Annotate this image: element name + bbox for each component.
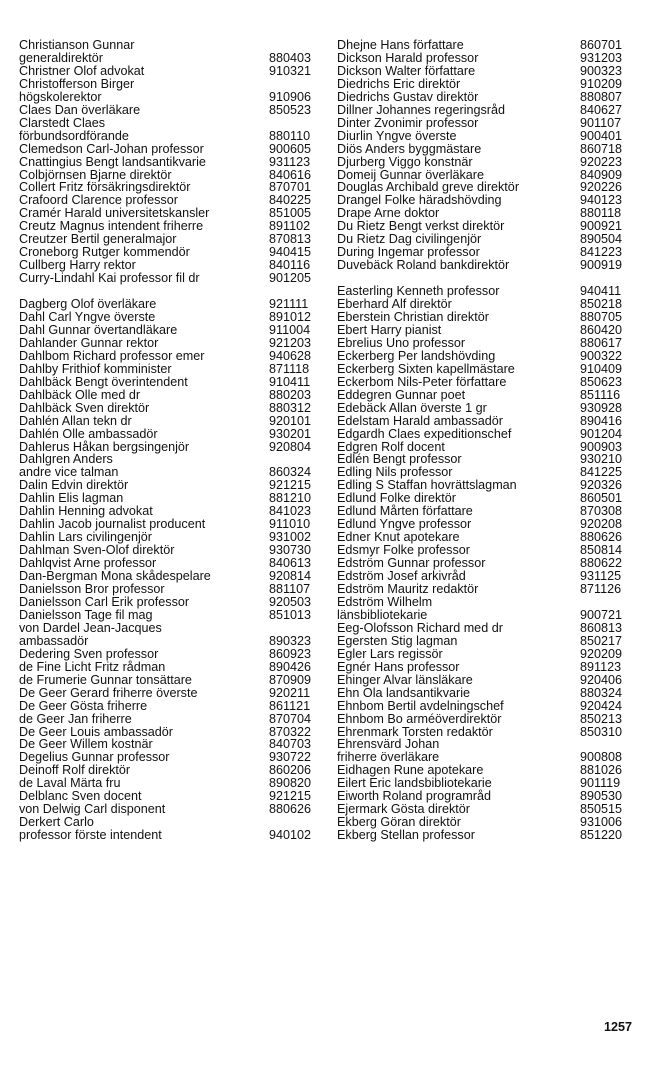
entry-name: Ejermark Gösta direktör [337, 802, 470, 817]
entry-name: Dahlqvist Arne professor [19, 556, 157, 571]
entry-name: Drangel Folke häradshövding [337, 193, 502, 208]
entry-name: Drape Arne doktor [337, 206, 440, 221]
entry-name: von Delwig Carl disponent [19, 802, 166, 817]
entry-name: Dahlén Olle ambassadör [19, 426, 158, 441]
entry-code: 860701 [580, 38, 623, 52]
entry-code: 891012 [269, 310, 312, 324]
entry-name: Claes Dan överläkare [19, 102, 141, 117]
entry-code: 880617 [580, 335, 623, 350]
index-entry [19, 324, 321, 337]
entry-name: Dhejne Hans författare [337, 38, 464, 52]
index-entry [337, 428, 642, 441]
entry-code: 901205 [269, 271, 312, 286]
entry-name: Ebert Harry pianist [337, 322, 442, 337]
entry-code: 840225 [269, 193, 312, 208]
entry-name: Christianson Gunnar generaldirektör [19, 38, 135, 65]
index-entry [337, 687, 642, 700]
index-entry [337, 324, 642, 337]
entry-code: 850217 [580, 633, 623, 648]
entry-code: 890323 [269, 633, 312, 648]
entry-name: Dahlin Elis lagman [19, 491, 124, 506]
index-entry [337, 661, 642, 674]
entry-code: 901119 [580, 776, 621, 791]
entry-name: Curry-Lindahl Kai professor fil dr [19, 271, 200, 286]
entry-name: de Geer Jan friherre [19, 711, 132, 726]
entry-name: Cnattingius Bengt landsantikvarie [19, 154, 206, 169]
entry-code: 870813 [269, 232, 312, 247]
entry-name: Edström Josef arkivråd [337, 569, 466, 584]
entry-code: 940628 [269, 348, 312, 363]
entry-code: 880312 [269, 400, 312, 415]
entry-name: Cramér Harald universitetskansler [19, 206, 210, 221]
entry-name: Edström Wilhelm länsbibliotekarie [337, 594, 433, 622]
entry-code: 840616 [269, 167, 312, 182]
entry-code: 860923 [269, 646, 312, 661]
index-entry [19, 687, 321, 700]
entry-code: 920101 [269, 413, 312, 428]
index-entry [337, 65, 642, 78]
entry-name: Creutzer Bertil generalmajor [19, 232, 177, 247]
index-entry [337, 648, 642, 661]
entry-code: 841223 [580, 245, 623, 260]
entry-name: Dickson Harald professor [337, 50, 479, 65]
entry-name: Eiworth Roland programråd [337, 789, 491, 804]
index-entry [337, 713, 642, 726]
entry-code: 930730 [269, 543, 312, 558]
entry-code: 880203 [269, 387, 312, 402]
entry-code: 840116 [269, 258, 311, 273]
entry-code: 861121 [269, 698, 311, 713]
entry-name: Degelius Gunnar professor [19, 750, 170, 765]
index-entry [337, 738, 642, 764]
entry-code: 850515 [580, 802, 623, 817]
entry-code: 860324 [269, 465, 312, 480]
entry-code: 890820 [269, 776, 312, 791]
entry-code: 920223 [580, 154, 623, 169]
entry-code: 910906 [269, 89, 312, 104]
entry-name: Ehinger Alvar länsläkare [337, 672, 473, 687]
entry-name: Easterling Kenneth professor [337, 284, 500, 299]
index-entry [19, 337, 321, 350]
entry-name: Edling Nils professor [337, 465, 453, 480]
entry-code: 900322 [580, 348, 623, 363]
entry-code: 920226 [580, 180, 623, 195]
entry-name: Eberhard Alf direktör [337, 297, 452, 312]
entry-name: Duvebäck Roland bankdirektör [337, 258, 510, 273]
entry-name: Eckerbom Nils-Peter författare [337, 374, 507, 389]
entry-name: Christner Olof advokat [19, 63, 145, 78]
index-entry [337, 829, 642, 842]
entry-code: 880403 [269, 50, 312, 65]
index-entry [337, 143, 642, 156]
entry-name: Edebäck Allan överste 1 gr [337, 400, 487, 415]
entry-code: 920804 [269, 439, 312, 454]
entry-code: 851013 [269, 607, 312, 622]
entry-code: 931203 [580, 50, 623, 65]
entry-name: Ekberg Stellan professor [337, 828, 475, 843]
index-entry [337, 337, 642, 350]
entry-code: 900721 [580, 607, 623, 622]
index-entry [337, 376, 642, 389]
entry-code: 900903 [580, 439, 623, 454]
index-entry [337, 156, 642, 169]
index-entry [19, 143, 321, 156]
entry-code: 860420 [580, 322, 623, 337]
entry-name: Eilert Eric landsbibliotekarie [337, 776, 492, 791]
entry-name: Dahlin Jacob journalist producent [19, 517, 206, 532]
entry-name: Dedering Sven professor [19, 646, 159, 661]
index-entry [19, 700, 321, 713]
page-number: 1257 [604, 1020, 633, 1034]
entry-code: 921111 [269, 297, 309, 312]
entry-name: Ehn Ola landsantikvarie [337, 685, 471, 700]
entry-name: von Dardel Jean-Jacques ambassadör [19, 620, 162, 648]
index-entry [337, 117, 642, 130]
index-entry [19, 622, 321, 648]
entry-code: 870909 [269, 672, 312, 687]
entry-code: 880705 [580, 310, 623, 324]
left-column [19, 39, 321, 842]
entry-code: 840627 [580, 102, 623, 117]
entry-name: Dan-Bergman Mona skådespelare [19, 569, 211, 584]
entry-name: Dahlbäck Bengt överintendent [19, 374, 188, 389]
entry-name: Edlund Yngve professor [337, 517, 472, 532]
entry-name: Douglas Archibald greve direktör [337, 180, 520, 195]
entry-code: 920424 [580, 698, 623, 713]
entry-code: 920814 [269, 569, 312, 584]
entry-name: Collert Fritz försäkringsdirektör [19, 180, 191, 195]
index-entry [337, 415, 642, 428]
entry-name: Diedrichs Gustav direktör [337, 89, 479, 104]
entry-name: De Geer Willem kostnär [19, 737, 153, 752]
entry-code: 870704 [269, 711, 312, 726]
entry-name: Du Rietz Dag civilingenjör [337, 232, 482, 247]
entry-name: Danielsson Carl Erik professor [19, 594, 190, 609]
entry-code: 870322 [269, 724, 312, 739]
entry-code: 901204 [580, 426, 623, 441]
entry-code: 860206 [269, 763, 312, 778]
index-entry [19, 376, 321, 389]
entry-name: Diedrichs Eric direktör [337, 76, 461, 91]
entry-code: 921215 [269, 478, 312, 493]
entry-code: 880626 [580, 530, 623, 545]
entry-name: Edling S Staffan hovrättslagman [337, 478, 517, 493]
index-entry [337, 700, 642, 713]
entry-code: 891123 [580, 659, 622, 674]
index-entry [337, 52, 642, 65]
entry-name: Edlén Bengt professor [337, 452, 462, 467]
entry-name: Edström Gunnar professor [337, 556, 486, 571]
entry-name: Ehrenmark Torsten redaktör [337, 724, 493, 739]
index-entry [19, 156, 321, 169]
entry-code: 860501 [580, 491, 623, 506]
entry-code: 850218 [580, 297, 623, 312]
entry-name: de Fine Licht Fritz rådman [19, 659, 166, 674]
entry-name: Creutz Magnus intendent friherre [19, 219, 204, 234]
entry-code: 930210 [580, 452, 623, 467]
index-entry [19, 674, 321, 687]
right-column [337, 39, 642, 842]
entry-name: Dahlén Allan tekn dr [19, 413, 132, 428]
index-entry [19, 453, 321, 479]
entry-name: Dillner Johannes regeringsråd [337, 102, 506, 117]
entry-name: Crafoord Clarence professor [19, 193, 178, 208]
entry-code: 890426 [269, 659, 312, 674]
entry-code: 881026 [580, 763, 623, 778]
entry-name: Diös Anders byggmästare [337, 141, 482, 156]
entry-name: Edner Knut apotekare [337, 530, 460, 545]
entry-code: 851005 [269, 206, 312, 221]
entry-code: 851116 [580, 387, 621, 402]
entry-name: Dahlman Sven-Olof direktör [19, 543, 175, 558]
index-entry [19, 402, 321, 415]
entry-name: Dahlgren Anders andre vice talman [19, 452, 119, 480]
index-entry [19, 39, 321, 65]
entry-name: Croneborg Rutger kommendör [19, 245, 190, 260]
entry-code: 850310 [580, 724, 623, 739]
entry-code: 850814 [580, 543, 623, 558]
entry-name: Edlund Folke direktör [337, 491, 457, 506]
index-entry [337, 596, 642, 622]
entry-code: 880622 [580, 556, 623, 571]
index-entry [19, 311, 321, 324]
entry-code: 920209 [580, 646, 623, 661]
index-entry [19, 816, 321, 842]
entry-name: Danielsson Bror professor [19, 582, 165, 597]
entry-code: 890416 [580, 413, 623, 428]
entry-code: 911010 [269, 517, 311, 532]
entry-name: Djurberg Viggo konstnär [337, 154, 473, 169]
index-entry [19, 104, 321, 117]
entry-code: 931002 [269, 530, 312, 545]
index-entry [337, 259, 642, 272]
entry-name: During Ingemar professor [337, 245, 480, 260]
entry-code: 880807 [580, 89, 623, 104]
index-entry [19, 428, 321, 441]
entry-name: Ekberg Göran direktör [337, 815, 461, 830]
entry-code: 900921 [580, 219, 623, 234]
entry-name: Derkert Carlo professor förste intendent [19, 815, 162, 843]
entry-code: 840703 [269, 737, 312, 752]
entry-code: 890530 [580, 789, 623, 804]
entry-name: Eddegren Gunnar poet [337, 387, 466, 402]
entry-code: 920211 [269, 685, 311, 700]
entry-code: 900605 [269, 141, 312, 156]
index-entry [19, 609, 321, 622]
entry-name: Edelstam Harald ambassadör [337, 413, 503, 428]
index-entry [19, 65, 321, 78]
entry-code: 870308 [580, 504, 623, 519]
entry-name: Dalin Edvin direktör [19, 478, 129, 493]
entry-name: Diurlin Yngve överste [337, 128, 457, 143]
entry-name: Ehnbom Bertil avdelningschef [337, 698, 504, 713]
entry-name: de Frumerie Gunnar tonsättare [19, 672, 192, 687]
entry-name: Ehrensvärd Johan friherre överläkare [337, 737, 440, 765]
entry-code: 851220 [580, 828, 623, 843]
entry-code: 910411 [269, 374, 311, 389]
index-entry [19, 272, 321, 285]
entry-name: Du Rietz Bengt verkst direktör [337, 219, 505, 234]
entry-name: Dahlin Henning advokat [19, 504, 153, 519]
entry-name: Dickson Walter författare [337, 63, 476, 78]
entry-code: 850213 [580, 711, 623, 726]
entry-name: Eeg-Olofsson Richard med dr [337, 620, 503, 635]
entry-code: 860813 [580, 620, 623, 635]
entry-name: Eckerberg Per landshövding [337, 348, 496, 363]
entry-code: 940102 [269, 828, 312, 843]
entry-code: 900919 [580, 258, 623, 273]
entry-name: Danielsson Tage fil mag [19, 607, 153, 622]
index-entry [337, 39, 642, 52]
entry-name: Deinoff Rolf direktör [19, 763, 131, 778]
entry-name: Edström Mauritz redaktör [337, 582, 479, 597]
index-entry [19, 350, 321, 363]
entry-code: 860718 [580, 141, 623, 156]
entry-name: Egnér Hans professor [337, 659, 460, 674]
entry-name: Edgardh Claes expeditionschef [337, 426, 512, 441]
entry-code: 940123 [580, 193, 623, 208]
entry-name: Egler Lars regissör [337, 646, 443, 661]
entry-code: 910209 [580, 76, 623, 91]
entry-name: Ehnbom Bo arméöverdirektör [337, 711, 502, 726]
entry-code: 900401 [580, 128, 623, 143]
entry-name: De Geer Louis ambassadör [19, 724, 174, 739]
entry-name: Dinter Zvonimir professor [337, 115, 479, 130]
entry-name: Clemedson Carl-Johan professor [19, 141, 204, 156]
entry-code: 880118 [580, 206, 622, 221]
index-entry [337, 402, 642, 415]
entry-code: 841023 [269, 504, 312, 519]
entry-code: 931125 [580, 569, 622, 584]
entry-code: 871126 [580, 582, 622, 597]
index-entry [337, 104, 642, 117]
index-entry [337, 91, 642, 104]
entry-code: 920326 [580, 478, 623, 493]
entry-code: 910321 [269, 63, 312, 78]
entry-name: Cullberg Harry rektor [19, 258, 136, 273]
entry-name: Eckerberg Sixten kapellmästare [337, 361, 515, 376]
entry-name: Dahlbäck Sven direktör [19, 400, 150, 415]
entry-code: 870701 [269, 180, 312, 195]
entry-code: 850623 [580, 374, 623, 389]
index-entry [337, 130, 642, 143]
entry-name: Dahlby Frithiof komminister [19, 361, 172, 376]
entry-name: Dahl Carl Yngve överste [19, 310, 156, 324]
entry-code: 850523 [269, 102, 312, 117]
entry-code: 940411 [580, 284, 622, 299]
entry-name: De Geer Gösta friherre [19, 698, 148, 713]
entry-code: 911004 [269, 322, 311, 337]
entry-name: Eberstein Christian direktör [337, 310, 489, 324]
index-entry [19, 117, 321, 143]
entry-code: 900808 [580, 750, 623, 765]
entry-name: De Geer Gerard friherre överste [19, 685, 198, 700]
entry-code: 920503 [269, 594, 312, 609]
entry-name: Ebrelius Uno professor [337, 335, 466, 350]
entry-name: Colbjörnsen Bjarne direktör [19, 167, 172, 182]
entry-name: Christofferson Birger högskolerektor [19, 76, 135, 104]
entry-code: 900323 [580, 63, 623, 78]
entry-code: 841225 [580, 465, 623, 480]
entry-code: 921203 [269, 335, 312, 350]
entry-code: 891102 [269, 219, 311, 234]
entry-code: 871118 [269, 361, 310, 376]
entry-code: 840909 [580, 167, 623, 182]
entry-code: 930928 [580, 400, 623, 415]
entry-name: Domeij Gunnar överläkare [337, 167, 484, 182]
index-entry [19, 415, 321, 428]
index-entry [19, 648, 321, 661]
entry-name: Edlund Mårten författare [337, 504, 473, 519]
index-entry [19, 363, 321, 376]
index-entry [337, 363, 642, 376]
entry-code: 901107 [580, 115, 622, 130]
entry-name: Eidhagen Rune apotekare [337, 763, 484, 778]
entry-name: Dagberg Olof överläkare [19, 297, 157, 312]
index-entry [19, 713, 321, 726]
entry-name: Delblanc Sven docent [19, 789, 142, 804]
index-entry [337, 635, 642, 648]
entry-code: 880110 [269, 128, 311, 143]
entry-code: 931006 [580, 815, 623, 830]
entry-code: 890504 [580, 232, 623, 247]
index-entry [19, 389, 321, 402]
index-entry [19, 78, 321, 104]
entry-name: Dahlbäck Olle med dr [19, 387, 141, 402]
entry-code: 920406 [580, 672, 623, 687]
index-entry [19, 596, 321, 609]
entry-name: Dahl Gunnar övertandläkare [19, 322, 178, 337]
entry-name: Dahlerus Håkan bergsingenjör [19, 439, 190, 454]
entry-name: Edsmyr Folke professor [337, 543, 470, 558]
entry-code: 880626 [269, 802, 312, 817]
entry-code: 880324 [580, 685, 623, 700]
entry-name: Egersten Stig lagman [337, 633, 458, 648]
entry-code: 931123 [269, 154, 311, 169]
index-entry [337, 78, 642, 91]
entry-code: 920208 [580, 517, 623, 532]
index-entry [337, 311, 642, 324]
entry-name: de Laval Märta fru [19, 776, 121, 791]
entry-code: 921215 [269, 789, 312, 804]
entry-code: 930722 [269, 750, 312, 765]
index-entry [337, 350, 642, 363]
index-entry [337, 674, 642, 687]
entry-code: 910409 [580, 361, 623, 376]
entry-name: Edgren Rolf docent [337, 439, 445, 454]
entry-code: 881210 [269, 491, 312, 506]
entry-code: 940415 [269, 245, 312, 260]
index-entry [337, 622, 642, 635]
index-entry [19, 661, 321, 674]
entry-code: 840613 [269, 556, 312, 571]
index-entry [337, 389, 642, 402]
entry-code: 930201 [269, 426, 312, 441]
entry-code: 881107 [269, 582, 311, 597]
entry-name: Clarstedt Claes förbundsordförande [19, 115, 129, 143]
entry-name: Dahlin Lars civilingenjör [19, 530, 152, 545]
entry-name: Dahlbom Richard professor emer [19, 348, 205, 363]
entry-name: Dahlander Gunnar rektor [19, 335, 159, 350]
